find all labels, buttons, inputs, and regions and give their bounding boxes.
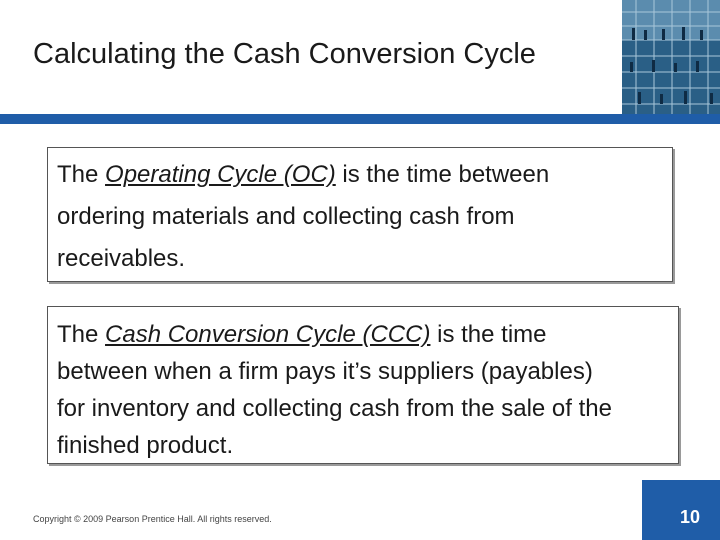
operating-cycle-term: Operating Cycle (OC)	[105, 161, 336, 188]
copyright-notice: Copyright © 2009 Pearson Prentice Hall. All rights reserved.	[33, 514, 272, 524]
cash-conversion-cycle-definition-box	[47, 306, 679, 464]
box2-prefix: The	[57, 321, 106, 348]
header-photo	[622, 0, 720, 114]
operating-cycle-definition-box	[47, 147, 673, 282]
header-accent-bar	[0, 114, 720, 124]
box2-line1	[57, 316, 678, 353]
box1-line2: ordering materials and collecting cash from	[57, 203, 515, 230]
box2-line4: finished product.	[57, 432, 234, 459]
box1-line3: receivables.	[57, 245, 186, 272]
page-number: 10	[679, 507, 700, 527]
box2-line2: between when a firm pays it’s suppliers (payables)	[57, 358, 593, 385]
box2-line1-rest: is the time	[430, 321, 547, 348]
box2-line3: for inventory and collecting cash from the sale of the	[57, 395, 612, 422]
cash-conversion-cycle-term: Cash Conversion Cycle (CCC)	[105, 321, 431, 348]
box1-prefix: The	[57, 161, 106, 188]
box1-line1	[57, 154, 672, 196]
page-number-badge	[642, 480, 720, 540]
box1-line1-rest: is the time between	[335, 161, 550, 188]
slide-title: Calculating the Cash Conversion Cycle	[33, 38, 536, 70]
